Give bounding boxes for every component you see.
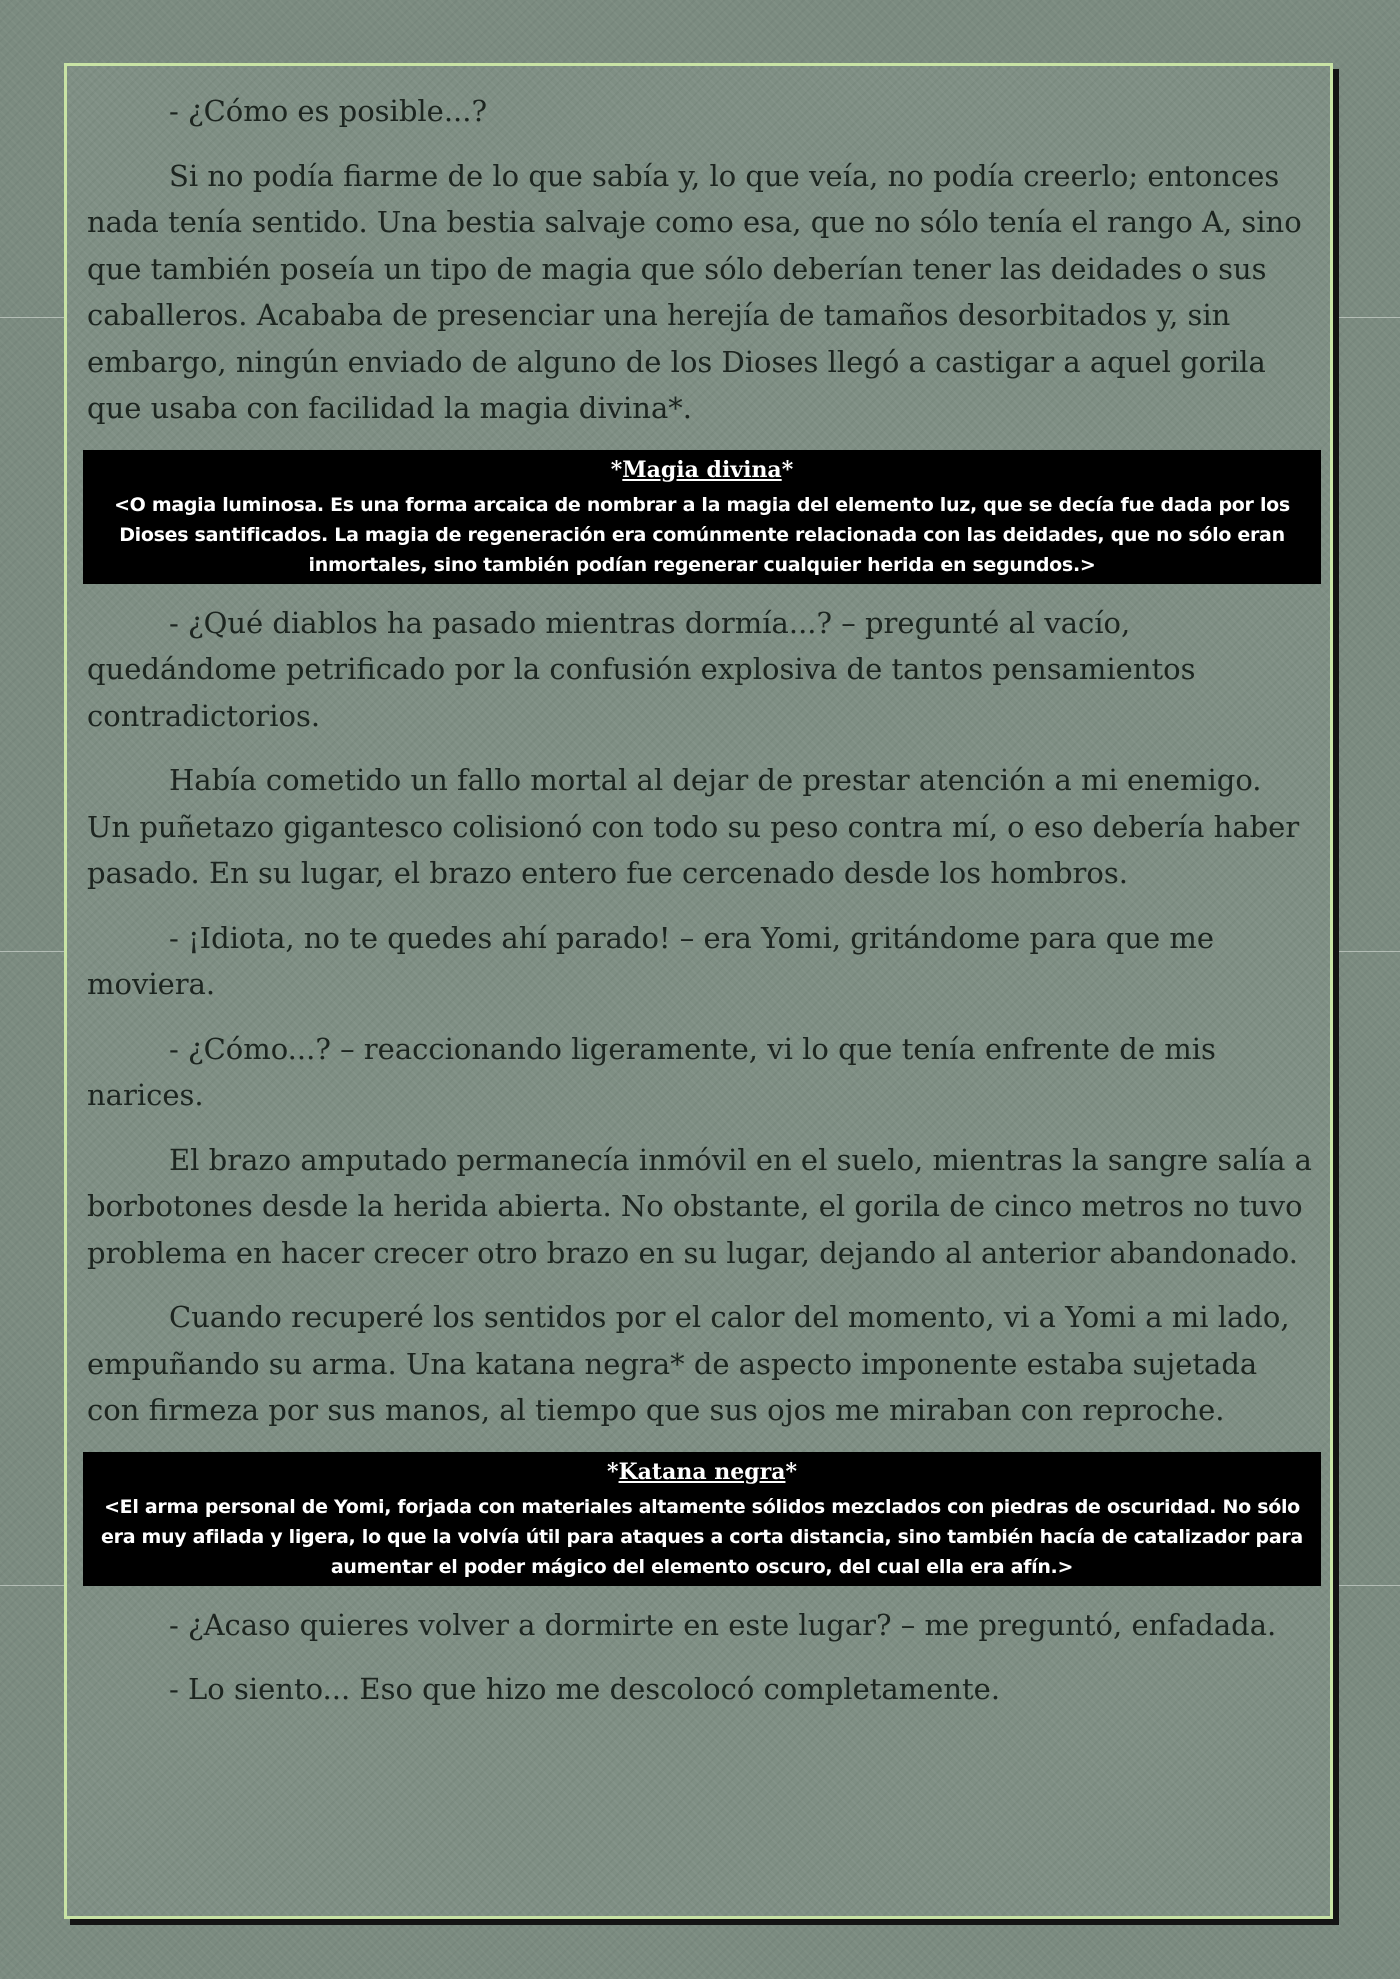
paragraph: El brazo amputado permanecía inmóvil en el suelo, mientras la sangre salía a borbotones desde la herida abierta. No obstante, el gorila de cinco metros no tuvo problema en hacer crecer otro brazo en su lugar, dejando al anterior abandonado.: [87, 1142, 1312, 1270]
asterisk: *: [607, 1458, 619, 1485]
asterisk: *: [785, 1458, 797, 1485]
paragraph: Había cometido un fallo mortal al dejar de prestar atención a mi enemigo. Un puñetazo gigantesco colisionó con todo su peso contra mí, o eso debería haber pasado. En su lugar, el brazo entero fue cercenado desde los hombros.: [87, 763, 1300, 890]
paragraph: - Lo siento... Eso que hizo me descolocó completamente.: [169, 1672, 1001, 1706]
footnote-katana-negra: [83, 1452, 1321, 1586]
page-frame: [64, 63, 1333, 1919]
paragraph: - ¿Cómo...? – reaccionando ligeramente, vi lo que tenía enfrente de mis narices.: [87, 1031, 1216, 1112]
footnote-body: <O magia luminosa. Es una forma arcaica de nombrar a la magia del elemento luz, que se decía fue dada por los Dioses santificados. La magia de regeneración era comúnmente relacionada con las deidades, que no sólo eran inmortales, sino también podían regenerar cualquier herida en segundos.>: [114, 493, 1290, 576]
asterisk: *: [781, 456, 794, 483]
paragraph: - ¡Idiota, no te quedes ahí parado! – era Yomi, gritándome para que me moviera.: [87, 920, 1215, 1001]
paragraph: Cuando recuperé los sentidos por el calor del momento, vi a Yomi a mi lado, empuñando su arma. Una katana negra* de aspecto imponente estaba sujetada con firmeza por sus manos, al tiempo que sus ojos me miraban con reproche.: [87, 1300, 1290, 1427]
footnote-title-text: Magia divina: [622, 456, 782, 483]
footnote-title: [97, 456, 1307, 484]
paragraph: - ¿Qué diablos ha pasado mientras dormía...? – pregunté al vacío, quedándome petrificado por la confusión explosiva de tantos pensamientos contradictorios.: [87, 605, 1196, 733]
paragraph: - ¿Cómo es posible...?: [169, 94, 488, 128]
footnote-title: [97, 1458, 1307, 1486]
footnote-magia-divina: [83, 450, 1321, 584]
footnote-title-text: Katana negra: [618, 1458, 786, 1485]
asterisk: *: [610, 456, 623, 483]
paragraph: Si no podía fiarme de lo que sabía y, lo que veía, no podía creerlo; entonces nada tenía sentido. Una bestia salvaje como esa, que no sólo tenía el rango A, sino que también poseía un tipo de magia que sólo deberían tener las deidades o sus caballeros. Acababa de presenciar una herejía de tamaños desorbitados y, sin embargo, ningún enviado de alguno de los Dioses llegó a castigar a aquel gorila que usaba con facilidad la magia divina*.: [87, 158, 1302, 425]
footnote-body: <El arma personal de Yomi, forjada con materiales altamente sólidos mezclados con piedras de oscuridad. No sólo era muy afilada y ligera, lo que la volvía útil para ataques a corta distancia, sino también hacía de catalizador para aumentar el poder mágico del elemento oscuro, del cual ella era afín.>: [101, 1495, 1303, 1578]
paragraph: - ¿Acaso quieres volver a dormirte en este lugar? – me preguntó, enfadada.: [169, 1607, 1277, 1642]
